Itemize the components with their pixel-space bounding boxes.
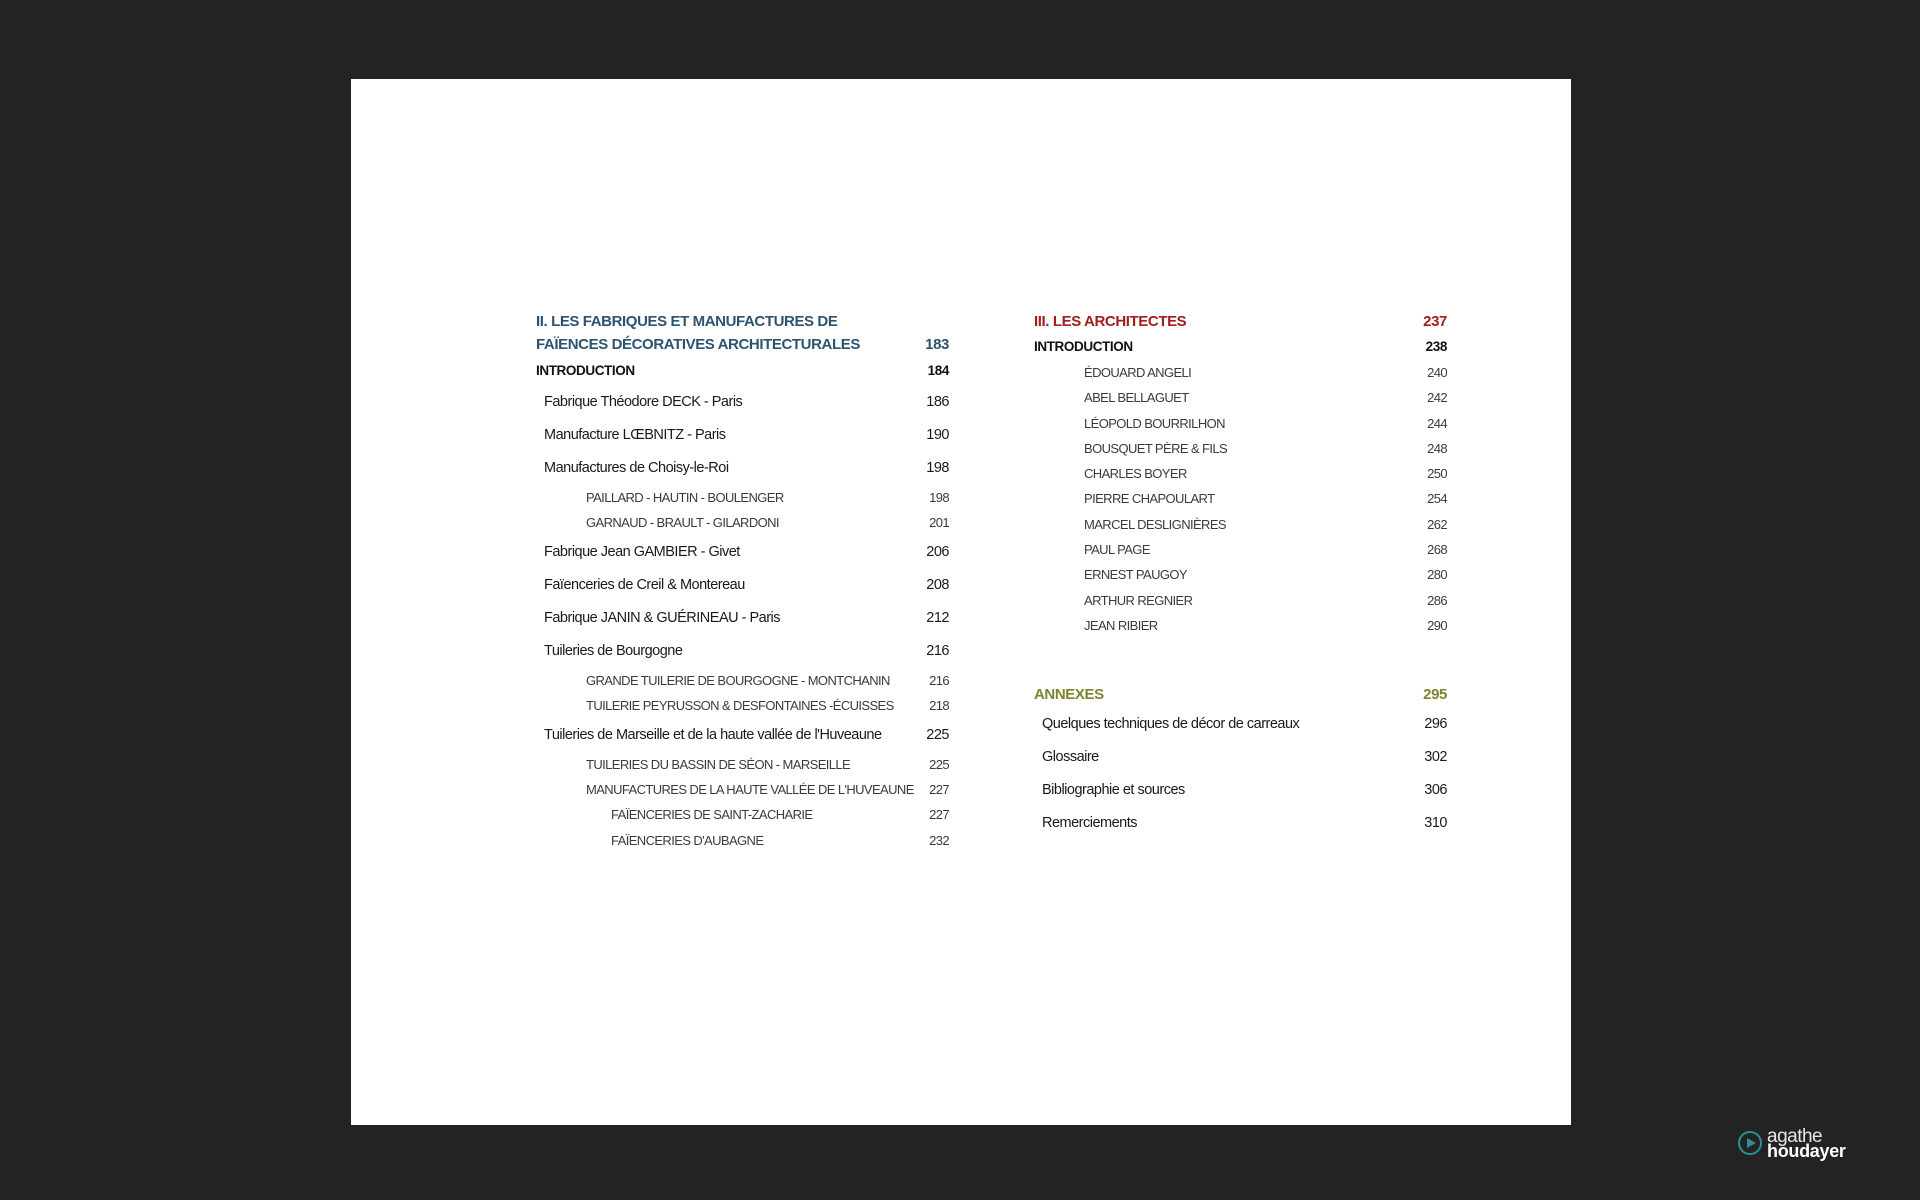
toc-entry-label: BOUSQUET PÈRE & FILS	[1084, 440, 1228, 456]
toc-entry-label: ARTHUR REGNIER	[1084, 592, 1193, 608]
toc-entry-page: 216	[926, 642, 949, 659]
toc-architect-row	[1034, 411, 1447, 436]
toc-subentry-row	[536, 485, 949, 510]
toc-entry-page: 240	[1427, 365, 1447, 380]
toc-entry-page: 296	[1424, 716, 1447, 733]
toc-architect-row	[1034, 486, 1447, 511]
toc-section-label: III. LES ARCHITECTES	[1034, 313, 1187, 330]
toc-entry-label: ÉDOUARD ANGELI	[1084, 365, 1192, 380]
toc-annex-row	[1034, 708, 1447, 741]
toc-entry-page: 225	[929, 756, 949, 772]
toc-entry-label: PAUL PAGE	[1084, 542, 1150, 558]
toc-entry-row	[536, 719, 949, 752]
toc-entry-page: 286	[1427, 592, 1447, 608]
toc-entry-row	[536, 419, 949, 452]
toc-entry-label: MARCEL DESLIGNIÈRES	[1084, 516, 1226, 532]
toc-subentry-row	[536, 828, 949, 853]
toc-entry-label: ERNEST PAUGOY	[1084, 567, 1187, 583]
toc-entry-page: 227	[929, 807, 949, 823]
toc-entry-label: LÉOPOLD BOURRILHON	[1084, 415, 1225, 431]
toc-entry-label: FAÏENCERIES DE SAINT-ZACHARIE	[611, 807, 813, 823]
toc-entry-page: 248	[1427, 440, 1447, 456]
toc-entry-label: PIERRE CHAPOULART	[1084, 491, 1215, 507]
toc-entry-page: 212	[926, 609, 949, 626]
toc-entry-page: 216	[929, 672, 949, 688]
toc-entry-page: 208	[926, 576, 949, 593]
toc-entry-page: 306	[1424, 782, 1447, 799]
toc-section-page: 295	[1423, 686, 1447, 704]
toc-entry-label: CHARLES BOYER	[1084, 466, 1187, 482]
toc-entry-page: 232	[929, 832, 949, 848]
toc-column-left	[536, 310, 949, 853]
toc-entry-label: Faïenceries de Creil & Montereau	[544, 576, 745, 593]
toc-entry-label: ABEL BELLAGUET	[1084, 390, 1189, 406]
toc-architect-row	[1034, 385, 1447, 410]
toc-entry-page: 268	[1427, 542, 1447, 558]
toc-architect-row	[1034, 562, 1447, 587]
toc-entry-label: Tuileries de Marseille et de la haute vallée de l'Huveaune	[544, 726, 882, 743]
toc-annex-row	[1034, 807, 1447, 840]
toc-entry-label: TUILERIE PEYRUSSON & DESFONTAINES -ÉCUISSES	[586, 698, 894, 714]
toc-architect-list	[1034, 360, 1447, 638]
toc-entry-page: 280	[1427, 567, 1447, 583]
toc-entry-row	[536, 536, 949, 569]
toc-architect-row	[1034, 588, 1447, 613]
toc-entry-page: 302	[1424, 749, 1447, 766]
toc-entry-page: 310	[1424, 815, 1447, 832]
toc-subentry-row	[536, 668, 949, 693]
toc-entry-page: 198	[929, 490, 949, 505]
toc-entry-page: 190	[926, 427, 949, 443]
play-circle-icon	[1738, 1131, 1762, 1155]
toc-entry-row	[536, 602, 949, 635]
toc-entry-page: 254	[1427, 491, 1447, 507]
brand-logo	[1738, 1126, 1858, 1166]
toc-intro-row	[1034, 333, 1447, 360]
toc-entry-label: Fabrique Théodore DECK - Paris	[544, 394, 743, 410]
toc-entry-label: Tuileries de Bourgogne	[544, 642, 683, 659]
toc-section-page: 237	[1423, 313, 1447, 330]
toc-entry-page: 227	[929, 781, 949, 797]
toc-section-label: II. LES FABRIQUES ET MANUFACTURES DE FAÏENCES DÉCORATIVES ARCHITECTURALES	[536, 313, 860, 353]
toc-intro-page: 238	[1425, 339, 1447, 354]
toc-entry-label: Fabrique Jean GAMBIER - Givet	[544, 543, 740, 560]
toc-entry-label: TUILERIES DU BASSIN DE SÉON - MARSEILLE	[586, 756, 851, 772]
toc-spacer	[1034, 638, 1447, 682]
toc-architect-row	[1034, 512, 1447, 537]
toc-section-part-3	[1034, 310, 1447, 333]
toc-intro-label: INTRODUCTION	[1034, 339, 1133, 354]
toc-subentry-row	[536, 693, 949, 718]
toc-left-entries	[536, 356, 949, 853]
toc-entry-page: 186	[926, 394, 949, 410]
toc-entry-page: 244	[1427, 415, 1447, 431]
toc-entry-label: MANUFACTURES DE LA HAUTE VALLÉE DE L'HUVEAUNE	[586, 781, 914, 797]
toc-entry-label: JEAN RIBIER	[1084, 617, 1158, 633]
toc-section-label: ANNEXES	[1034, 686, 1104, 704]
logo-line-1: agathe	[1767, 1126, 1823, 1147]
toc-entry-row	[536, 452, 949, 485]
toc-section-part-2	[536, 310, 949, 356]
toc-entry-label: Remerciements	[1042, 815, 1138, 832]
toc-entry-label: Quelques techniques de décor de carreaux	[1042, 716, 1300, 733]
toc-entry-page: 242	[1427, 390, 1447, 406]
document-page	[351, 79, 1571, 1125]
toc-entry-page: 201	[929, 515, 949, 531]
toc-column-right	[1034, 310, 1447, 840]
toc-entry-page: 206	[926, 543, 949, 560]
toc-subentry-row	[536, 510, 949, 535]
toc-entry-label: Manufactures de Choisy-le-Roi	[544, 460, 729, 476]
toc-entry-label: FAÏENCERIES D'AUBAGNE	[611, 832, 764, 848]
toc-subentry-row	[536, 752, 949, 777]
toc-entry-label: INTRODUCTION	[536, 363, 635, 378]
toc-entry-label: GRANDE TUILERIE DE BOURGOGNE - MONTCHANIN	[586, 672, 890, 688]
toc-entry-label: Glossaire	[1042, 749, 1099, 766]
toc-entry-row	[536, 635, 949, 668]
toc-entry-page: 198	[926, 460, 949, 476]
toc-entry-page: 250	[1427, 466, 1447, 482]
toc-intro-row	[536, 356, 949, 386]
toc-section-annexes	[1034, 682, 1447, 708]
toc-architect-row	[1034, 613, 1447, 638]
toc-entry-page: 225	[926, 726, 949, 743]
toc-annex-row	[1034, 774, 1447, 807]
toc-entry-page: 218	[929, 698, 949, 714]
toc-entry-label: GARNAUD - BRAULT - GILARDONI	[586, 515, 779, 531]
toc-entry-label: Manufacture LŒBNITZ - Paris	[544, 427, 726, 443]
toc-subentry-row	[536, 777, 949, 802]
toc-subentry-row	[536, 802, 949, 827]
toc-entry-page: 290	[1427, 617, 1447, 633]
logo-line-2: houdayer	[1767, 1141, 1846, 1161]
toc-annex-list	[1034, 708, 1447, 840]
toc-annex-row	[1034, 741, 1447, 774]
toc-entry-label: PAILLARD - HAUTIN - BOULENGER	[586, 490, 784, 505]
toc-entry-label: Fabrique JANIN & GUÉRINEAU - Paris	[544, 609, 781, 626]
toc-section-page: 183	[925, 336, 949, 353]
toc-entry-page: 184	[927, 363, 949, 378]
toc-architect-row	[1034, 461, 1447, 486]
toc-entry-label: Bibliographie et sources	[1042, 782, 1185, 799]
toc-architect-row	[1034, 537, 1447, 562]
toc-entry-page: 262	[1427, 516, 1447, 532]
toc-entry-row	[536, 569, 949, 602]
toc-architect-row	[1034, 360, 1447, 385]
toc-architect-row	[1034, 436, 1447, 461]
toc-entry-row	[536, 386, 949, 419]
